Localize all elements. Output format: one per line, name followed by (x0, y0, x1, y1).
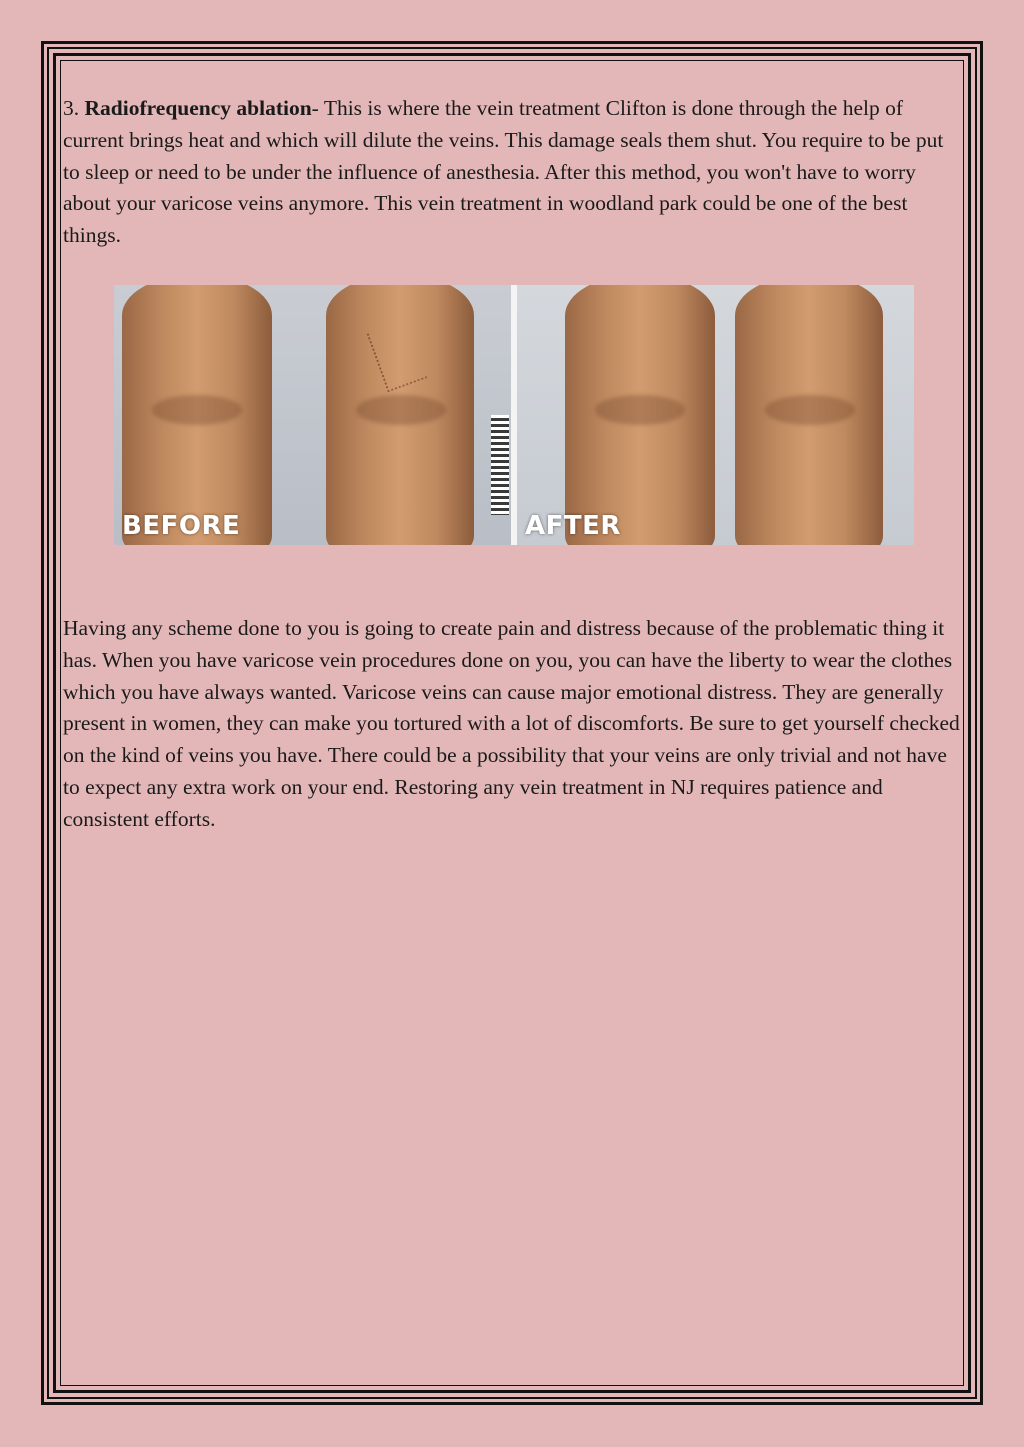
section-intro-text: - This is where the vein treatment Clifton is done through the help of current brings heat and which will dilute the veins. This damage seals them shut. You require to be put to sleep or need to be under the influence of anesthesia. After this method, you won't have to worry about your varicose veins anymore. This vein treatment in woodland park could be one of the best things. (63, 96, 944, 248)
section-number: 3. (63, 96, 85, 120)
before-left-leg (122, 285, 272, 545)
section-paragraph (63, 93, 963, 252)
before-after-photo (114, 285, 914, 545)
body-paragraph: Having any scheme done to you is going to create pain and distress because of the problematic thing it has. When you have varicose vein procedures done on you, you can have the liberty to wear the clothes which you have always wanted. Varicose veins can cause major emotional distress. They are generally present in women, they can make you tortured with a lot of discomforts. Be sure to get yourself checked on the kind of veins you have. There could be a possibility that your veins are only trivial and not have to expect any extra work on your end. Restoring any vein treatment in NJ requires patience and consistent efforts. (63, 616, 960, 831)
after-panel (517, 285, 914, 545)
after-left-leg (565, 285, 715, 545)
ruler-strip (491, 415, 509, 515)
before-right-leg (326, 285, 474, 545)
after-right-leg (735, 285, 883, 545)
before-panel (114, 285, 511, 545)
after-label: AFTER (525, 511, 621, 541)
vein-marks (367, 320, 428, 393)
before-label: BEFORE (122, 511, 241, 541)
section-heading: Radiofrequency ablation (84, 96, 312, 120)
